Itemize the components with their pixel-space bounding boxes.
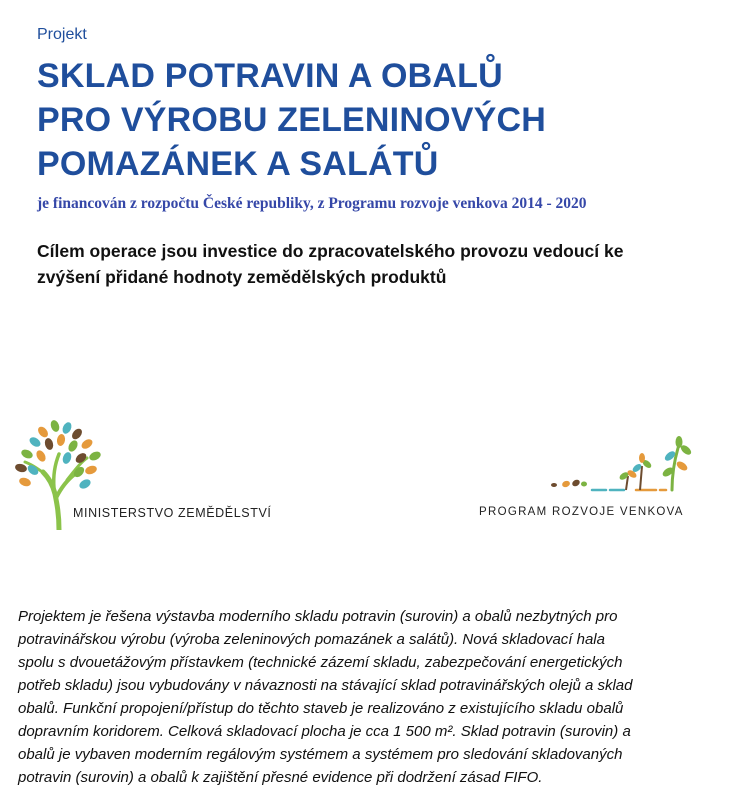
program-logo [470,436,710,526]
goal-line: zvýšení přidané hodnoty zemědělských produktů [37,267,447,287]
description-line: dopravním koridorem. Celková skladovací plocha je cca 1 500 m². Sklad potravin (surovin) a [18,723,631,740]
title-line: PRO VÝROBU ZELENINOVÝCH [37,101,546,139]
financing-note: je financován z rozpočtu České republiky, z Programu rozvoje venkova 2014 - 2020 [37,195,587,212]
description-line: Projektem je řešena výstavba moderního skladu potravin (surovin) a obalů nezbytných pro [18,608,618,625]
project-description [18,605,730,789]
description-line: spolu s dvouetážovým přístavkem (technické zázemí skladu, zabezpečování energetických [18,654,623,671]
project-label: Projekt [37,26,87,43]
page-title [37,54,546,186]
description-line: potravin (surovin) a obalů k zajištění přesné evidence při dodržení zásad FIFO. [18,769,543,786]
ministry-logo-text: MINISTERSTVO ZEMĚDĚLSTVÍ [73,506,272,520]
title-line: SKLAD POTRAVIN A OBALŮ [37,57,503,95]
description-line: potravinářskou výrobu (výroba zeleninových pomazánek a salátů). Nová skladovací hala [18,631,605,648]
program-logo-text: PROGRAM ROZVOJE VENKOVA [479,506,684,518]
description-line: obalů je vybaven moderním regálovým systémem a systémem pro sledování skladovaných [18,746,623,763]
description-line: potřeb skladu) jsou vybudovány v návaznosti na stávající sklad potravinářských olejů a sklad [18,677,633,694]
goal-statement [37,238,623,290]
description-line: obalů. Funkční propojení/přístup do těchto staveb je realizováno z existujícího skladu obalů [18,700,624,717]
sprouts-icon [548,436,698,498]
goal-line: Cílem operace jsou investice do zpracovatelského provozu vedoucí ke [37,241,624,261]
ministry-logo [15,418,295,530]
title-line: POMAZÁNEK A SALÁTŮ [37,145,439,183]
